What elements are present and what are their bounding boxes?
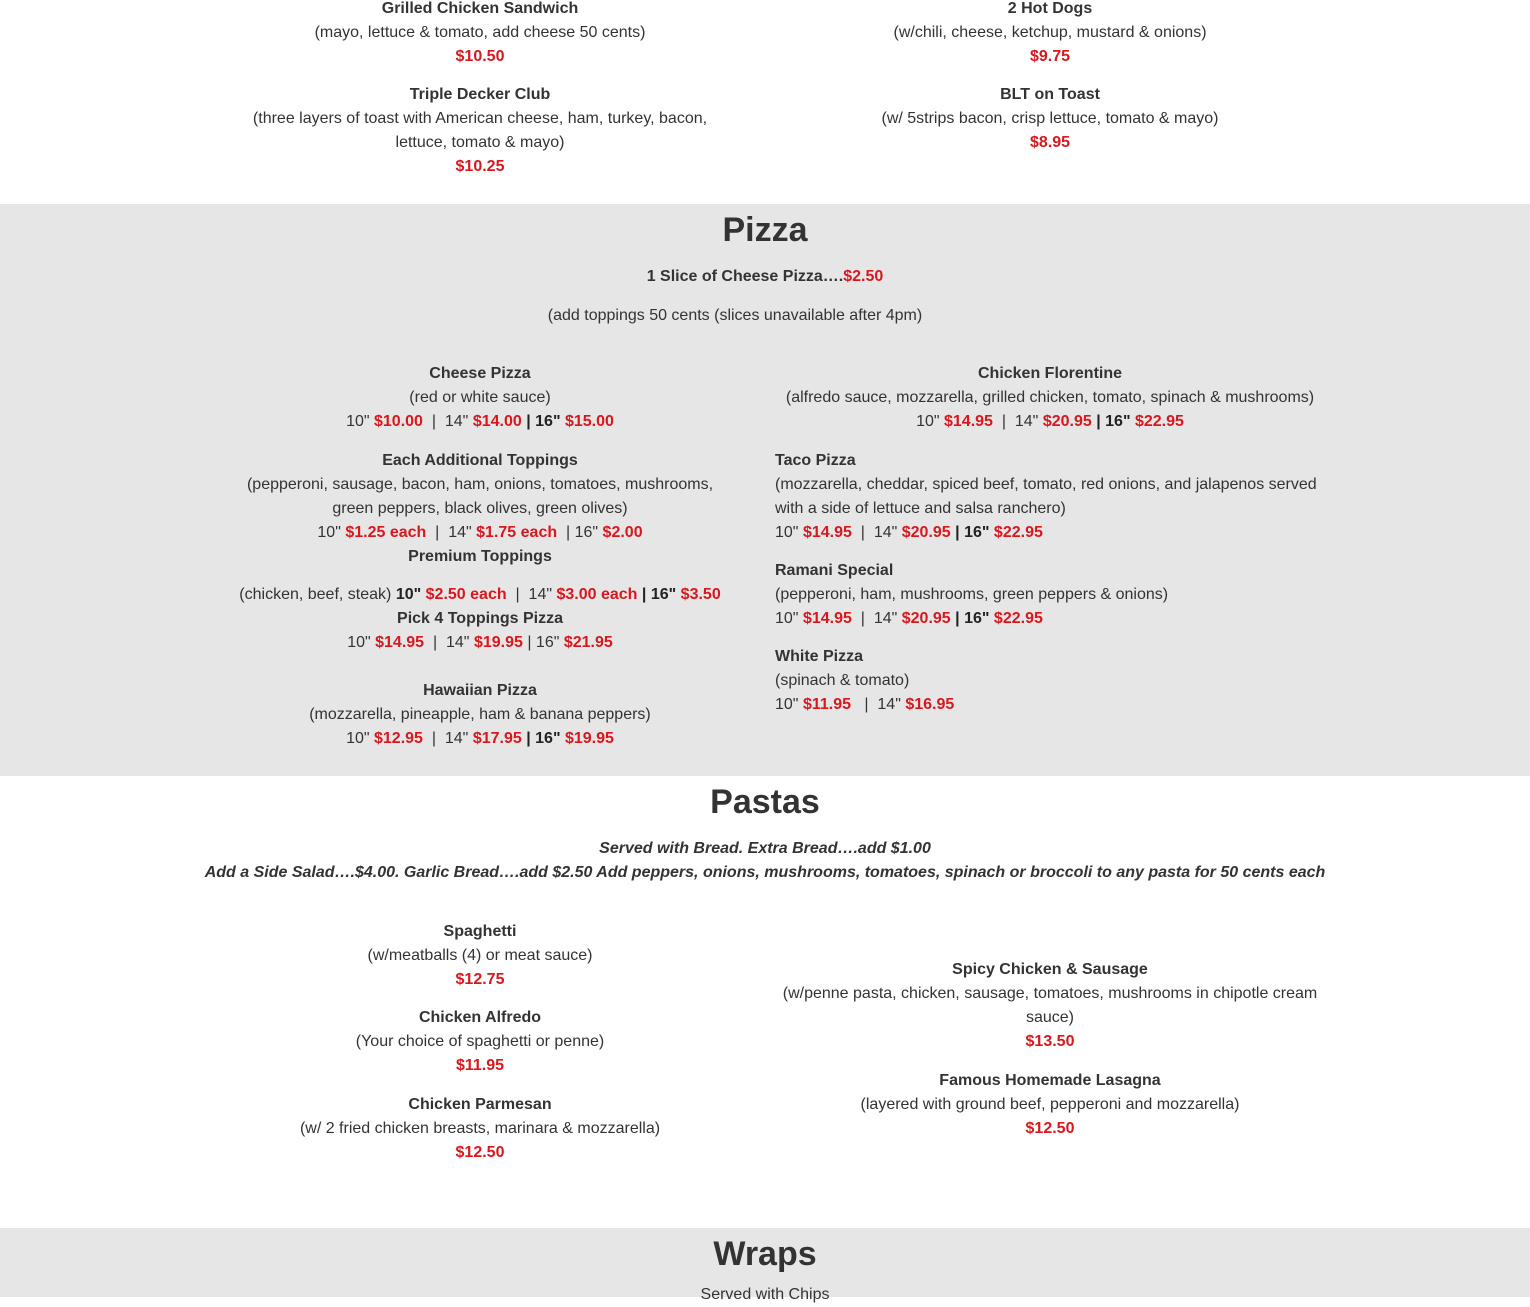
pizza-heading: Pizza bbox=[722, 211, 808, 249]
menu-item-lasagna bbox=[775, 1069, 1325, 1141]
price-16: $15.00 bbox=[564, 413, 614, 430]
size-10: 10" bbox=[317, 524, 341, 541]
item-price: $11.95 bbox=[455, 1057, 505, 1074]
size-prices: 10" $14.95 | 14" $20.95 | 16" $22.95 bbox=[775, 524, 1043, 541]
item-name: Grilled Chicken Sandwich bbox=[381, 0, 579, 17]
menu-item-premium-toppings bbox=[225, 583, 735, 655]
price-14: $3.00 each bbox=[556, 586, 638, 603]
size-14: 14" bbox=[877, 696, 901, 713]
price-14: $16.95 bbox=[905, 696, 955, 713]
menu-item-hawaiian-pizza bbox=[225, 679, 735, 751]
price-14: $14.00 bbox=[472, 413, 522, 430]
item-desc: (mayo, lettuce & tomato, add cheese 50 cents) bbox=[314, 24, 646, 41]
price-14: $20.95 bbox=[901, 610, 951, 627]
size-prices: 10" $14.95 | 14" $20.95 | 16" $22.95 bbox=[916, 413, 1184, 430]
item-name: Triple Decker Club bbox=[409, 86, 551, 103]
item-desc: (mozzarella, cheddar, spiced beef, tomato, red onions, and jalapenos served with a side of lettuce and salsa ranchero) bbox=[775, 476, 1317, 517]
size-16: 16" bbox=[535, 634, 560, 651]
item-desc: (spinach & tomato) bbox=[775, 672, 910, 689]
menu-item-triple-decker-club bbox=[225, 83, 735, 179]
size-14: 14" bbox=[448, 524, 472, 541]
size-14: 14" bbox=[873, 610, 898, 627]
item-name: BLT on Toast bbox=[1000, 86, 1100, 103]
menu-item-spicy-chicken-sausage bbox=[775, 958, 1325, 1054]
item-desc: (red or white sauce) bbox=[409, 389, 551, 406]
item-desc: (layered with ground beef, pepperoni and mozzarella) bbox=[860, 1096, 1240, 1113]
size-prices: 10" $1.25 each | 14" $1.75 each | 16" $2.00 bbox=[317, 524, 643, 541]
size-10: 10" bbox=[346, 413, 370, 430]
wraps-heading: Wraps bbox=[713, 1235, 817, 1273]
size-16: 16" bbox=[650, 586, 677, 603]
pick4-size-prices: 10" $14.95 | 14" $19.95 | 16" $21.95 bbox=[347, 634, 613, 651]
item-name: Ramani Special bbox=[775, 562, 894, 579]
price-10: $14.95 bbox=[802, 610, 852, 627]
wraps-note: Served with Chips bbox=[700, 1286, 830, 1303]
size-prices: 10" $10.00 | 14" $14.00 | 16" $15.00 bbox=[346, 413, 614, 430]
item-price: $12.50 bbox=[1025, 1120, 1075, 1137]
price-16: $22.95 bbox=[993, 610, 1043, 627]
size-16: 16" bbox=[574, 524, 599, 541]
price-16: $22.95 bbox=[993, 524, 1043, 541]
premium-toppings-name: Premium Toppings bbox=[408, 548, 552, 565]
item-name: Cheese Pizza bbox=[429, 365, 531, 382]
size-14: 14" bbox=[528, 586, 553, 603]
menu-item-white-pizza bbox=[775, 645, 1325, 717]
item-price: $9.75 bbox=[1029, 48, 1071, 65]
size-10: 10" bbox=[775, 524, 799, 541]
item-price: $10.50 bbox=[455, 48, 505, 65]
size-10: 10" bbox=[347, 634, 371, 651]
item-desc: (alfredo sauce, mozzarella, grilled chicken, tomato, spinach & mushrooms) bbox=[785, 389, 1315, 406]
price-16: $22.95 bbox=[1134, 413, 1184, 430]
item-name: Spicy Chicken & Sausage bbox=[952, 961, 1148, 978]
price-10: $1.25 each bbox=[345, 524, 427, 541]
item-name: Hawaiian Pizza bbox=[423, 682, 537, 699]
item-name: Each Additional Toppings bbox=[382, 452, 578, 469]
price-10: $12.95 bbox=[374, 730, 423, 747]
price-14: $1.75 each bbox=[476, 524, 558, 541]
price-14: $19.95 bbox=[473, 634, 523, 651]
item-desc: (w/ 5strips bacon, crisp lettuce, tomato & mayo) bbox=[881, 110, 1219, 127]
slice-line bbox=[0, 265, 1530, 289]
size-10: 10" bbox=[395, 586, 422, 603]
item-name: Chicken Parmesan bbox=[408, 1096, 552, 1113]
menu-item-ramani-special bbox=[775, 559, 1325, 631]
item-desc: (w/ 2 fried chicken breasts, marinara & mozzarella) bbox=[299, 1120, 661, 1137]
item-name: Pick 4 Toppings Pizza bbox=[397, 610, 563, 627]
price-16: $2.00 bbox=[602, 524, 643, 541]
item-desc: (w/meatballs (4) or meat sauce) bbox=[367, 947, 593, 964]
menu-item-cheese-pizza bbox=[225, 362, 735, 434]
size-14: 14" bbox=[444, 730, 469, 747]
size-14: 14" bbox=[1014, 413, 1039, 430]
size-prices: 10" $11.95 | 14" $16.95 bbox=[775, 696, 955, 713]
price-10: $14.95 bbox=[802, 524, 852, 541]
menu-item-chicken-florentine bbox=[775, 362, 1325, 434]
item-name: 2 Hot Dogs bbox=[1007, 0, 1093, 17]
slice-note: (add toppings 50 cents (slices unavailable after 4pm) bbox=[547, 307, 923, 324]
size-16: 16" bbox=[535, 730, 561, 747]
size-16: 16" bbox=[964, 524, 990, 541]
size-14: 14" bbox=[873, 524, 898, 541]
size-10: 10" bbox=[916, 413, 940, 430]
size-16: 16" bbox=[964, 610, 990, 627]
size-14: 14" bbox=[446, 634, 470, 651]
price-10: $2.50 each bbox=[425, 586, 507, 603]
item-price: $8.95 bbox=[1029, 134, 1071, 151]
pasta-note-extras: Add a Side Salad….$4.00. Garlic Bread….add $2.50 Add peppers, onions, mushrooms, tomatoes, spinach or broccoli to any pasta for 50 cents each bbox=[204, 864, 1326, 881]
menu-item-grilled-chicken-sandwich bbox=[225, 0, 735, 69]
item-name: Chicken Alfredo bbox=[418, 1009, 542, 1026]
size-16: 16" bbox=[1105, 413, 1131, 430]
size-prices: (chicken, beef, steak) 10" $2.50 each | 14" $3.00 each | 16" $3.50 bbox=[239, 586, 721, 603]
menu-item-hot-dogs bbox=[775, 0, 1325, 69]
item-desc: (w/chili, cheese, ketchup, mustard & onions) bbox=[893, 24, 1207, 41]
item-name: Spaghetti bbox=[443, 923, 517, 940]
item-desc: (pepperoni, sausage, bacon, ham, onions, tomatoes, mushrooms, green peppers, black olives, green olives) bbox=[246, 476, 714, 517]
size-16: 16" bbox=[535, 413, 561, 430]
size-10: 10" bbox=[775, 696, 799, 713]
item-name: Chicken Florentine bbox=[977, 365, 1123, 382]
item-name: Famous Homemade Lasagna bbox=[939, 1072, 1161, 1089]
item-desc: (pepperoni, ham, mushrooms, green peppers & onions) bbox=[775, 586, 1169, 603]
menu-item-taco-pizza bbox=[775, 449, 1325, 545]
item-desc: (chicken, beef, steak) bbox=[239, 586, 392, 603]
price-14: $20.95 bbox=[901, 524, 951, 541]
price-10: $11.95 bbox=[802, 696, 851, 713]
item-price: $12.75 bbox=[455, 971, 505, 988]
size-10: 10" bbox=[346, 730, 370, 747]
price-10: $10.00 bbox=[374, 413, 423, 430]
item-name: Taco Pizza bbox=[775, 452, 856, 469]
size-prices: 10" $12.95 | 14" $17.95 | 16" $19.95 bbox=[346, 730, 614, 747]
size-14: 14" bbox=[444, 413, 469, 430]
price-16: $19.95 bbox=[564, 730, 614, 747]
price-10: $14.95 bbox=[944, 413, 993, 430]
menu-item-additional-toppings bbox=[225, 449, 735, 569]
price-16: $21.95 bbox=[563, 634, 613, 651]
item-price: $10.25 bbox=[455, 158, 505, 175]
item-desc: (w/penne pasta, chicken, sausage, tomatoes, mushrooms in chipotle cream sauce) bbox=[782, 985, 1318, 1026]
item-desc: (three layers of toast with American cheese, ham, turkey, bacon, lettuce, tomato & mayo) bbox=[252, 110, 708, 151]
price-16: $3.50 bbox=[680, 586, 721, 603]
price-10: $14.95 bbox=[375, 634, 425, 651]
pasta-note-bread: Served with Bread. Extra Bread….add $1.00 bbox=[599, 840, 931, 857]
item-desc: (Your choice of spaghetti or penne) bbox=[355, 1033, 605, 1050]
menu-item-chicken-alfredo bbox=[225, 1006, 735, 1078]
menu-item-chicken-parmesan bbox=[225, 1093, 735, 1165]
slice-price: $2.50 bbox=[843, 268, 884, 285]
price-14: $20.95 bbox=[1042, 413, 1092, 430]
size-10: 10" bbox=[775, 610, 799, 627]
size-prices: 10" $14.95 | 14" $20.95 | 16" $22.95 bbox=[775, 610, 1043, 627]
menu-item-spaghetti bbox=[225, 920, 735, 992]
price-14: $17.95 bbox=[472, 730, 522, 747]
item-name: White Pizza bbox=[775, 648, 864, 665]
item-price: $12.50 bbox=[455, 1144, 505, 1161]
pastas-heading: Pastas bbox=[710, 783, 820, 821]
item-desc: (mozzarella, pineapple, ham & banana peppers) bbox=[309, 706, 651, 723]
menu-item-blt bbox=[775, 83, 1325, 155]
item-price: $13.50 bbox=[1025, 1033, 1075, 1050]
slice-label: 1 Slice of Cheese Pizza…. bbox=[646, 268, 844, 285]
